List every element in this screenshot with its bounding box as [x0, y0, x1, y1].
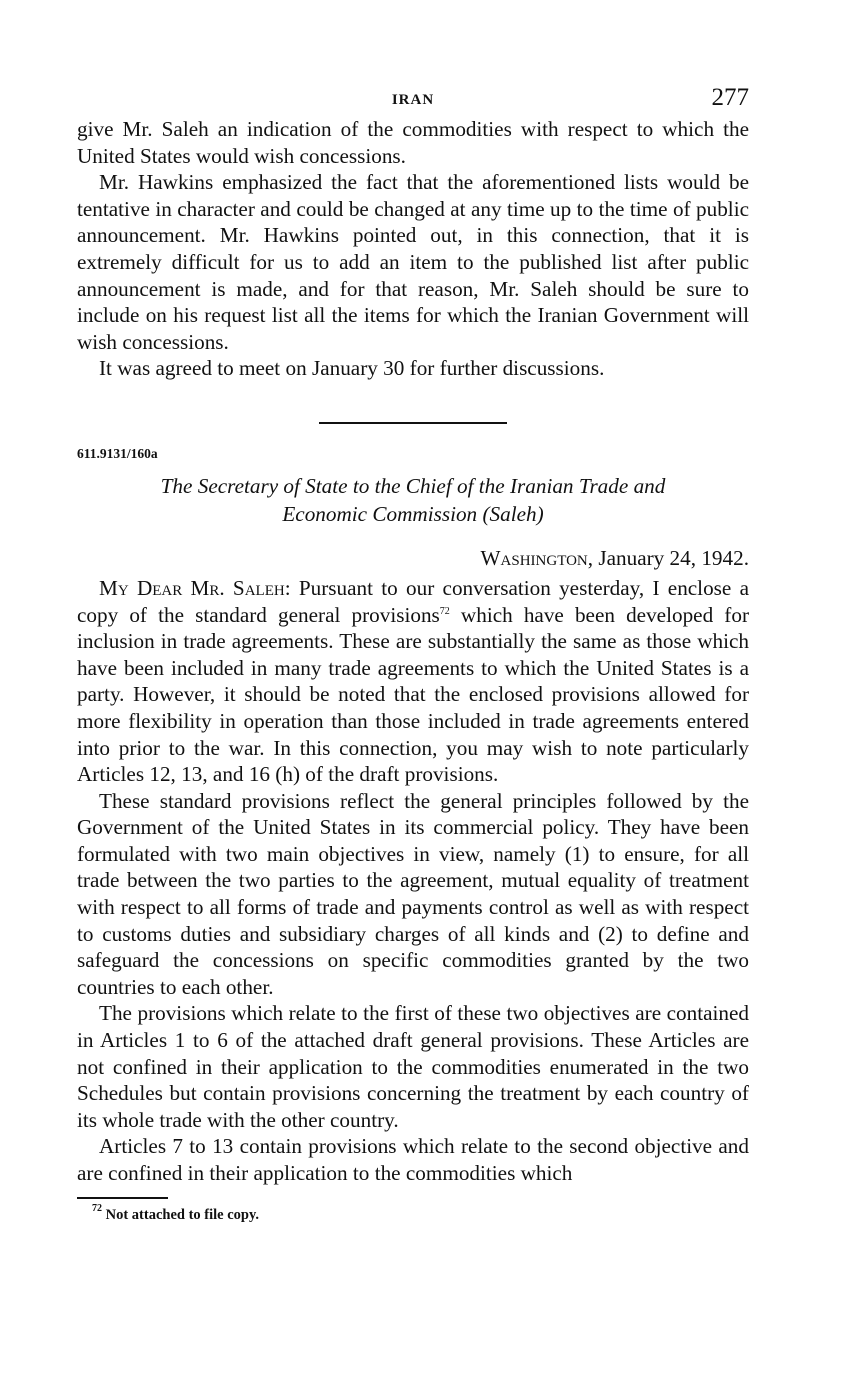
footnote-reference: 72 [439, 605, 450, 617]
footnote-number: 72 [92, 1202, 102, 1214]
letter-paragraph-1 [77, 575, 749, 788]
dateline-city: Washington [480, 545, 588, 570]
document-title-line-1: The Secretary of State to the Chief of the Iranian Trade and [160, 473, 666, 498]
letter-paragraph-3: The provisions which relate to the first of these two objectives are contained in Articles 1 to 6 of the attached draft general provisions. These Articles are not confined in their application to the commodities enumerated in the two Schedules but contain provisions concerning the treatment by each country of its whole trade with the other country. [77, 1001, 749, 1132]
running-header [77, 84, 749, 114]
dateline-date: , January 24, 1942. [587, 545, 749, 570]
salutation: My Dear Mr. Saleh: [99, 575, 291, 600]
document-page [77, 84, 749, 1224]
footnote-text: Not attached to file copy. [102, 1206, 260, 1223]
letter-paragraph-1-part-b: which have been developed for inclusion in trade agreements. These are substantially the same as those which have been included in many trade agreements to which the United States is a party. However, it should be noted that the enclosed provisions allowed for more flexibility in operation than those included in trade agreements entered into prior to the war. In this connection, you may wish to note particularly Articles 12, 13, and 16 (h) of the draft provisions. [77, 602, 749, 787]
letter-paragraph-4: Articles 7 to 13 contain provisions which relate to the second objective and are confined in their application to the commodities which [77, 1134, 749, 1185]
letter-paragraph-2: These standard provisions reflect the general principles followed by the Government of the United States in its commercial policy. They have been formulated with two main objectives in view, namely (1) to ensure, for all trade between the two parties to the agreement, mutual equality of treatment with respect to all forms of trade and payments control as well as with respect to customs duties and subsidiary charges of all kinds and (2) to define and safeguard the concessions on specific commodities granted by the two countries to each other. [77, 788, 749, 999]
page-number: 277 [711, 84, 749, 111]
dateline [77, 546, 749, 571]
memo-paragraph-1: give Mr. Saleh an indication of the commodities with respect to which the United States would wish concessions. [77, 117, 749, 168]
running-title: IRAN [391, 92, 435, 108]
document-title-line-2: Economic Commission (Saleh) [282, 501, 544, 526]
memo-paragraph-3: It was agreed to meet on January 30 for further discussions. [99, 356, 605, 381]
footnote [77, 1202, 749, 1224]
letter-paragraph-1-part-a: Pursuant to our conversation yesterday, I enclose a copy of the standard general provisions [77, 575, 749, 627]
document-title [117, 472, 709, 528]
file-number: 611.9131/160a [77, 445, 158, 461]
memo-paragraph-2: Mr. Hawkins emphasized the fact that the aforementioned lists would be tentative in character and could be changed at any time up to the time of public announcement. Mr. Hawkins pointed out, in this connection, that it is extremely difficult for us to add an item to the published list after public announcement is made, and for that reason, Mr. Saleh should be sure to include on his request list all the items for which the Iranian Government will wish concessions. [77, 170, 749, 354]
footnote-divider [77, 1197, 168, 1199]
section-divider [319, 422, 507, 424]
